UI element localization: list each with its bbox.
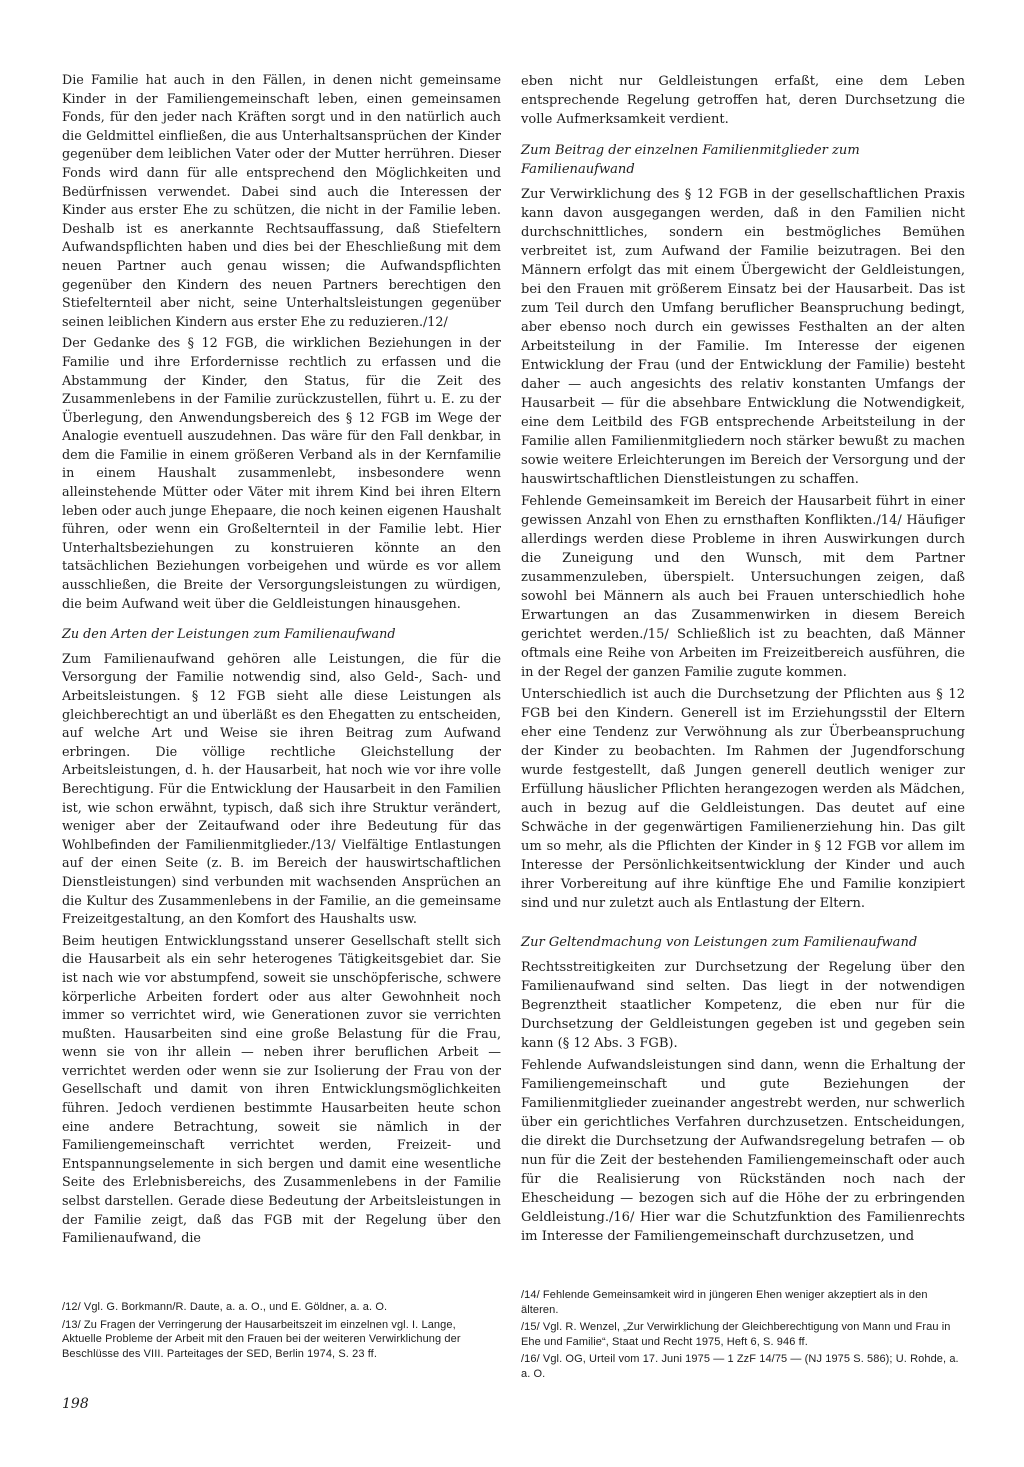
page-number: 198 [62, 1396, 89, 1412]
footnote: /14/ Fehlende Gemeinsamkeit wird in jüngeren Ehen weniger akzeptiert als in den älteren. [521, 1289, 928, 1316]
paragraph: Fehlende Aufwandsleistungen sind dann, wenn die Erhaltung der Familiengemeinschaft und gute Beziehungen der Familienmitglieder zueinander angestrebt werden, nur schwerlich über ein gerichtliches Verfahren durchzusetzen. Entscheidungen, die direkt die Durchsetzung der Aufwandsregelung betrafen — ob nun für die Zeit der bestehenden Familiengemeinschaft oder auch für die Realisierung von Rückständen noch nach der Ehescheidung — bezogen sich auf die Höhe der zu erbringenden Geldleistung./16/ Hier war die Schutzfunktion des Familienrechts im Interesse der Familiengemeinschaft durchzusetzen, und [521, 1058, 965, 1244]
footnotes-left [62, 1300, 492, 1364]
footnote: /15/ Vgl. R. Wenzel, „Zur Verwirklichung der Gleichberechtigung von Mann und Frau in Ehe und Familie“, Staat und Recht 1975, Heft 6, S. 946 ff. [521, 1321, 951, 1348]
right-column [521, 72, 965, 1249]
footnote: /16/ Vgl. OG, Urteil vom 17. Juni 1975 — 1 ZzF 14/75 — (NJ 1975 S. 586); U. Rohde, a. a. O. [521, 1353, 959, 1380]
paragraph: Zum Familienaufwand gehören alle Leistungen, die für die Versorgung der Familie notwendig sind, also Geld-, Sach- und Arbeitsleistungen. § 12 FGB sieht alle diese Leistungen als gleichberechtigt an und überläßt es den Ehegatten zu entscheiden, auf welche Art und Weise sie ihren Beitrag zum Aufwand erbringen. Die völlige rechtliche Gleichstellung der Arbeitsleistungen, d. h. der Hausarbeit, hat noch wie vor ihre volle Berechtigung. Für die Entwicklung der Hausarbeit in den Familien ist, wie schon erwähnt, typisch, daß sich ihre Struktur verändert, weniger aber der Zeitaufwand oder ihre Bedeutung für das Wohlbefinden der Familienmitglieder./13/ Vielfältige Entlastungen auf der einen Seite (z. B. im Bereich der hauswirtschaftlichen Dienstleistungen) sind verbunden mit wachsenden Ansprüchen an die Kultur des Zusammenlebens in der Familie, an die gemeinsame Freizeitgestaltung, an den Komfort des Haushalts usw. [62, 651, 501, 928]
section-heading: Zur Geltendmachung von Leistungen zum Familienaufwand [521, 935, 918, 950]
section-heading: Zu den Arten der Leistungen zum Familienaufwand [62, 627, 396, 643]
footnote: /12/ Vgl. G. Borkmann/R. Daute, a. a. O., und E. Göldner, a. a. O. [62, 1301, 388, 1313]
section-heading: Zum Beitrag der einzelnen Familienmitglieder zum Familienaufwand [521, 143, 860, 177]
paragraph: eben nicht nur Geldleistungen erfaßt, eine dem Leben entsprechende Regelung getroffen hat, deren Durchsetzung die volle Aufmerksamkeit verdient. [521, 74, 965, 127]
left-column [62, 72, 501, 1252]
paragraph: Fehlende Gemeinsamkeit im Bereich der Hausarbeit führt in einer gewissen Anzahl von Ehen zu ernsthaften Konflikten./14/ Häufiger allerdings werden diese Probleme in ihren Auswirkungen durch die Zuneigung und den Wunsch, mit dem Partner zusammenzuleben, überspielt. Untersuchungen zeigen, daß sowohl bei Männern als auch bei Frauen unterschiedlich hohe Erwartungen an das Zusammenwirken in diesem Bereich gerichtet werden./15/ Schließlich ist zu beachten, daß Männer oftmals eine Reihe von Arbeiten im Freizeitbereich ausführen, die in der Regel der ganzen Familie zugute kommen. [521, 494, 965, 680]
paragraph: Der Gedanke des § 12 FGB, die wirklichen Beziehungen in der Familie und ihre Erfordernisse rechtlich zu erfassen und die Abstammung der Kinder, den Status, für die Zeit des Zusammenlebens in der Familie zurückzustellen, führt u. E. zu der Überlegung, den Anwendungsbereich des § 12 FGB im Wege der Analogie eventuell auszudehnen. Das wäre für den Fall denkbar, in dem die Familie in einem größeren Verband als in der Kernfamilie in einem Haushalt zusammenlebt, insbesondere wenn alleinstehende Mütter oder Väter mit ihrem Kind bei ihren Eltern leben oder auch junge Ehepaare, die noch keinen eigenen Haushalt führen, oder wenn ein Großelternteil in der Familie lebt. Hier Unterhaltsbeziehungen zu konstruieren könnte an den tatsächlichen Beziehungen vorbeigehen und würde es vor allem ausschließen, die Breite der Versorgungsleistungen zu würdigen, die beim Aufwand weit über die Geldleistungen hinausgehen. [62, 336, 501, 612]
footnotes-right [521, 1288, 961, 1384]
paragraph: Zur Verwirklichung des § 12 FGB in der gesellschaftlichen Praxis kann davon ausgegangen werden, daß in den Familien nicht durchschnittliches, sondern ein bestmögliches Bemühen verbreitet ist, zum Aufwand der Familie beizutragen. Bei den Männern erfolgt das mit einem Übergewicht der Geldleistungen, bei den Frauen mit größerem Einsatz bei der Hausarbeit. Das ist zum Teil durch den Umfang beruflicher Beanspruchung bedingt, aber ebenso noch durch ein gewisses Festhalten an der alten Arbeitsteilung in der Familie. Im Interesse der eigenen Entwicklung der Frau (und der Entwicklung der Familie) besteht daher — auch angesichts des relativ konstanten Umfangs der Hausarbeit — für die absehbare Entwicklung die Notwendigkeit, eine dem Leitbild des FGB entsprechende Arbeitsteilung in der Familie allen Familienmitgliedern noch stärker bewußt zu machen sowie weitere Erleichterungen im Bereich der Versorgung und der hauswirtschaftlichen Dienstleistungen zu schaffen. [521, 187, 965, 487]
paragraph: Unterschiedlich ist auch die Durchsetzung der Pflichten aus § 12 FGB bei den Kindern. Generell ist im Erziehungsstil der Eltern eher eine Tendenz zur Verwöhnung als zur Überbeanspruchung der Kinder zu beobachten. Im Rahmen der Jugendforschung wurde festgestellt, daß Jungen generell deutlich weniger zur Erfüllung häuslicher Pflichten herangezogen werden als Mädchen, auch in bezug auf die Geldleistungen. Das deutet auf eine Schwäche in der gegenwärtigen Familienerziehung hin. Das gilt um so mehr, als die Pflichten der Kinder in § 12 FGB vor allem im Interesse der Persönlichkeitsentwicklung der Kinder und auch ihrer Vorbereitung auf ihre künftige Ehe und Familie konzipiert sind und nur zuletzt auch als Entlastung der Eltern. [521, 687, 965, 911]
paragraph: Rechtsstreitigkeiten zur Durchsetzung der Regelung über den Familienaufwand sind selten. Das liegt in der notwendigen Begrenztheit staatlicher Kompetenz, die eben nur für die Durchsetzung der Geldleistungen gegeben ist und gegeben sein kann (§ 12 Abs. 3 FGB). [521, 960, 965, 1051]
paragraph: Die Familie hat auch in den Fällen, in denen nicht gemeinsame Kinder in der Familiengemeinschaft leben, einen gemeinsamen Fonds, für den jeder nach Kräften sorgt und in den natürlich auch die Geldmittel einfließen, die aus Unterhaltsansprüchen der Kinder gegenüber dem leiblichen Vater oder der Mutter herrühren. Dieser Fonds wird dann für alle entsprechend den Möglichkeiten und Bedürfnissen verwendet. Dabei sind auch die Interessen der Kinder aus erster Ehe zu schützen, die nicht in der Familie leben. Deshalb ist es anerkannte Rechtsauffassung, daß Stiefeltern Aufwandspflichten haben und dies bei der Eheschließung mit dem neuen Partner auch genau wissen; die Aufwandspflichten gegenüber den Kindern des neuen Partners berechtigen den Stiefelternteil aber nicht, seine Unterhaltsleistungen gegenüber seinen leiblichen Kindern aus erster Ehe zu reduzieren./12/ [62, 73, 501, 330]
paragraph: Beim heutigen Entwicklungsstand unserer Gesellschaft stellt sich die Hausarbeit als ein sehr heterogenes Tätigkeitsgebiet dar. Sie ist nach wie vor abstumpfend, soweit sie unschöpferische, schwere körperliche Arbeiten fordert oder aus alter Gewohnheit noch immer so verrichtet wird, wie Generationen zuvor sie verrichten mußten. Hausarbeiten sind eine große Belastung für die Frau, wenn sie von ihr allein — neben ihrer beruflichen Arbeit — verrichtet werden oder wenn sie zur Isolierung der Frau von der Gesellschaft und damit von ihren Entwicklungsmöglichkeiten führen. Jedoch verdienen bestimmte Hausarbeiten heute schon eine andere Betrachtung, soweit sie nämlich in der Familiengemeinschaft verrichtet werden, Freizeit- und Entspannungselemente in sich bergen und damit eine wesentliche Seite des Erlebnisbereichs, des Zusammenlebens in der Familie selbst darstellen. Gerade diese Bedeutung der Arbeitsleistungen in der Familie zeigt, daß das FGB mit der Regelung über den Familienaufwand, die [62, 933, 501, 1247]
footnote: /13/ Zu Fragen der Verringerung der Hausarbeitszeit im einzelnen vgl. I. Lange, Aktuelle Probleme der Arbeit mit den Frauen bei der weiteren Verwirklichung der Beschlüsse des VIII. Parteitages der SED, Berlin 1974, S. 23 ff. [62, 1318, 461, 1360]
